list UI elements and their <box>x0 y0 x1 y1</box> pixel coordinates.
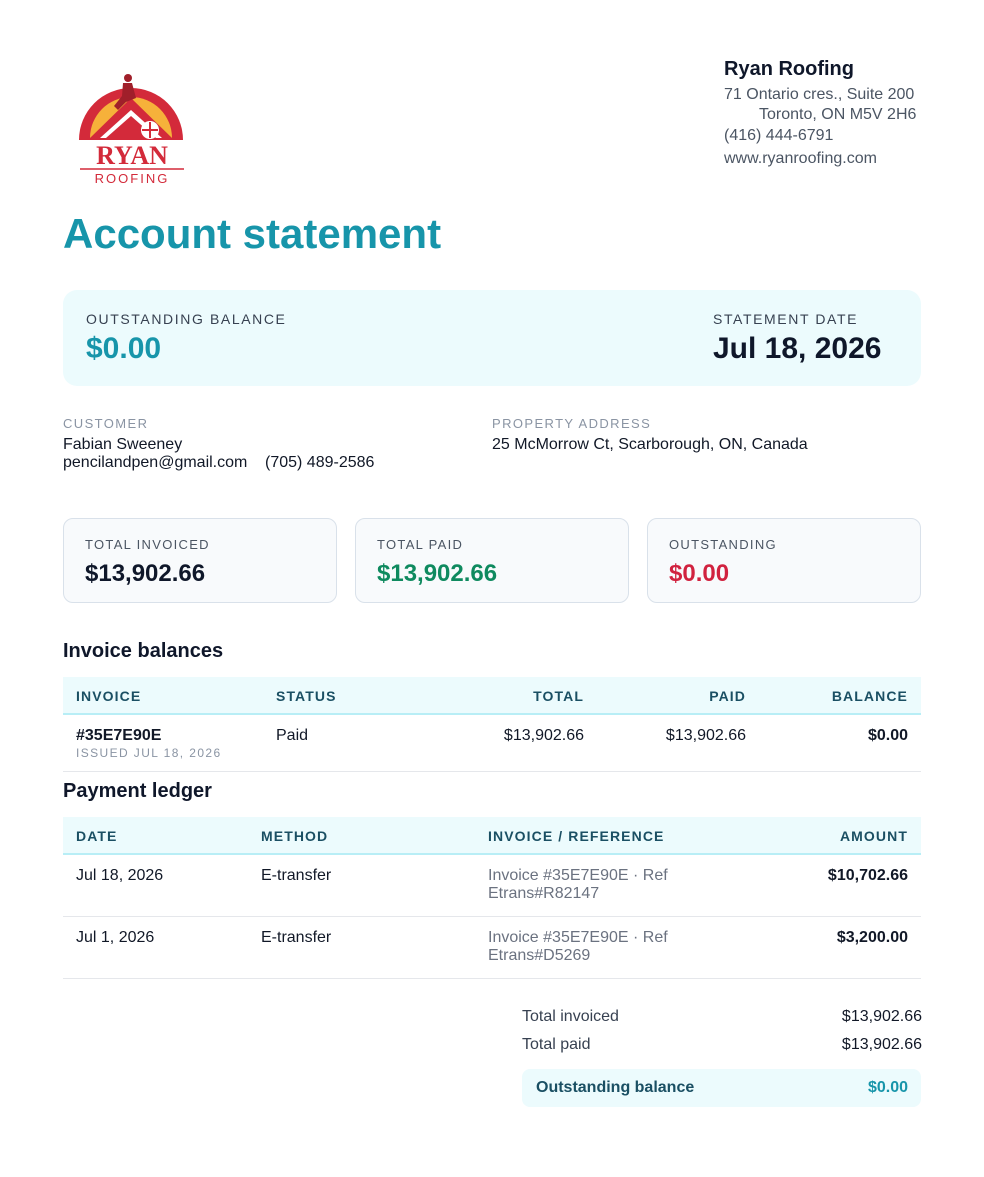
statement-date-label: STATEMENT DATE <box>713 311 859 327</box>
balance-summary <box>63 290 921 386</box>
stat-value: $13,902.66 <box>85 560 206 587</box>
company-info <box>724 58 944 169</box>
roofer-logo-icon <box>76 68 188 186</box>
payment-reference-line2: Etrans#R82147 <box>488 885 600 902</box>
payment-amount: $10,702.66 <box>827 867 908 884</box>
company-address-line1: 71 Ontario cres., Suite 200 <box>724 86 915 103</box>
customer-email: pencilandpen@gmail.com <box>63 454 248 471</box>
payment-reference-line2: Etrans#D5269 <box>488 947 591 964</box>
column-header: STATUS <box>276 688 337 704</box>
table-row <box>63 855 921 917</box>
stat-card-outstanding <box>647 518 921 603</box>
total-invoiced-label: Total invoiced <box>522 1008 619 1025</box>
payment-ledger-title: Payment ledger <box>63 780 212 802</box>
customer-phone: (705) 489-2586 <box>265 454 375 471</box>
company-phone: (416) 444-6791 <box>724 127 834 144</box>
payment-reference-line1: Invoice #35E7E90E · Ref <box>488 929 668 946</box>
total-paid-label: Total paid <box>522 1036 591 1053</box>
stat-card-total-invoiced <box>63 518 337 603</box>
outstanding-balance-total-value: $0.00 <box>867 1079 908 1096</box>
invoice-number[interactable]: #35E7E90E <box>76 727 162 744</box>
statement-date-value: Jul 18, 2026 <box>713 332 882 365</box>
stat-card-total-paid <box>355 518 629 603</box>
column-header: INVOICE / REFERENCE <box>488 828 665 844</box>
column-header: INVOICE <box>76 688 142 704</box>
payment-date: Jul 18, 2026 <box>76 867 164 884</box>
table-header <box>63 817 921 855</box>
column-header: AMOUNT <box>839 828 908 844</box>
svg-text:ROOFING: ROOFING <box>94 171 170 186</box>
invoice-total: $13,902.66 <box>503 727 584 744</box>
payment-method: E-transfer <box>261 867 332 884</box>
column-header: BALANCE <box>831 688 908 704</box>
total-paid-value: $13,902.66 <box>841 1036 922 1053</box>
property-address: 25 McMorrow Ct, Scarborough, ON, Canada <box>492 436 808 453</box>
outstanding-balance-row <box>522 1069 921 1107</box>
property-address-label: PROPERTY ADDRESS <box>492 416 652 431</box>
page-title: Account statement <box>63 210 442 257</box>
totals-summary <box>522 1006 922 1062</box>
column-header: DATE <box>76 828 118 844</box>
total-invoiced-row <box>522 1006 922 1034</box>
payment-ledger-table <box>63 817 921 979</box>
outstanding-balance-value: $0.00 <box>86 332 162 365</box>
column-header: METHOD <box>261 828 329 844</box>
table-row <box>63 715 921 772</box>
total-paid-row <box>522 1034 922 1062</box>
stat-value: $0.00 <box>669 560 730 587</box>
company-website[interactable]: www.ryanroofing.com <box>724 150 877 167</box>
customer-label: CUSTOMER <box>63 416 149 431</box>
table-row <box>63 917 921 979</box>
stat-value: $13,902.66 <box>377 560 498 587</box>
payment-date: Jul 1, 2026 <box>76 929 155 946</box>
svg-text:RYAN: RYAN <box>96 141 168 170</box>
total-invoiced-value: $13,902.66 <box>841 1008 922 1025</box>
column-header: PAID <box>709 688 746 704</box>
company-name: Ryan Roofing <box>724 58 854 80</box>
company-address-line2: Toronto, ON M5V 2H6 <box>759 106 917 123</box>
company-logo <box>76 68 188 186</box>
stat-label: OUTSTANDING <box>669 537 777 552</box>
outstanding-balance-total-label: Outstanding balance <box>536 1079 695 1096</box>
payment-method: E-transfer <box>261 929 332 946</box>
invoice-paid: $13,902.66 <box>665 727 746 744</box>
invoice-balances-table <box>63 677 921 772</box>
table-header <box>63 677 921 715</box>
stat-label: TOTAL INVOICED <box>85 537 210 552</box>
outstanding-balance-label: OUTSTANDING BALANCE <box>86 311 287 327</box>
payment-reference-line1: Invoice #35E7E90E · Ref <box>488 867 668 884</box>
stat-label: TOTAL PAID <box>377 537 464 552</box>
payment-amount: $3,200.00 <box>836 929 908 946</box>
invoice-balances-title: Invoice balances <box>63 640 224 662</box>
invoice-status: Paid <box>276 727 309 744</box>
column-header: TOTAL <box>533 688 584 704</box>
invoice-balance: $0.00 <box>867 727 908 744</box>
customer-name: Fabian Sweeney <box>63 436 183 453</box>
invoice-issued-date: ISSUED JUL 18, 2026 <box>76 746 222 760</box>
